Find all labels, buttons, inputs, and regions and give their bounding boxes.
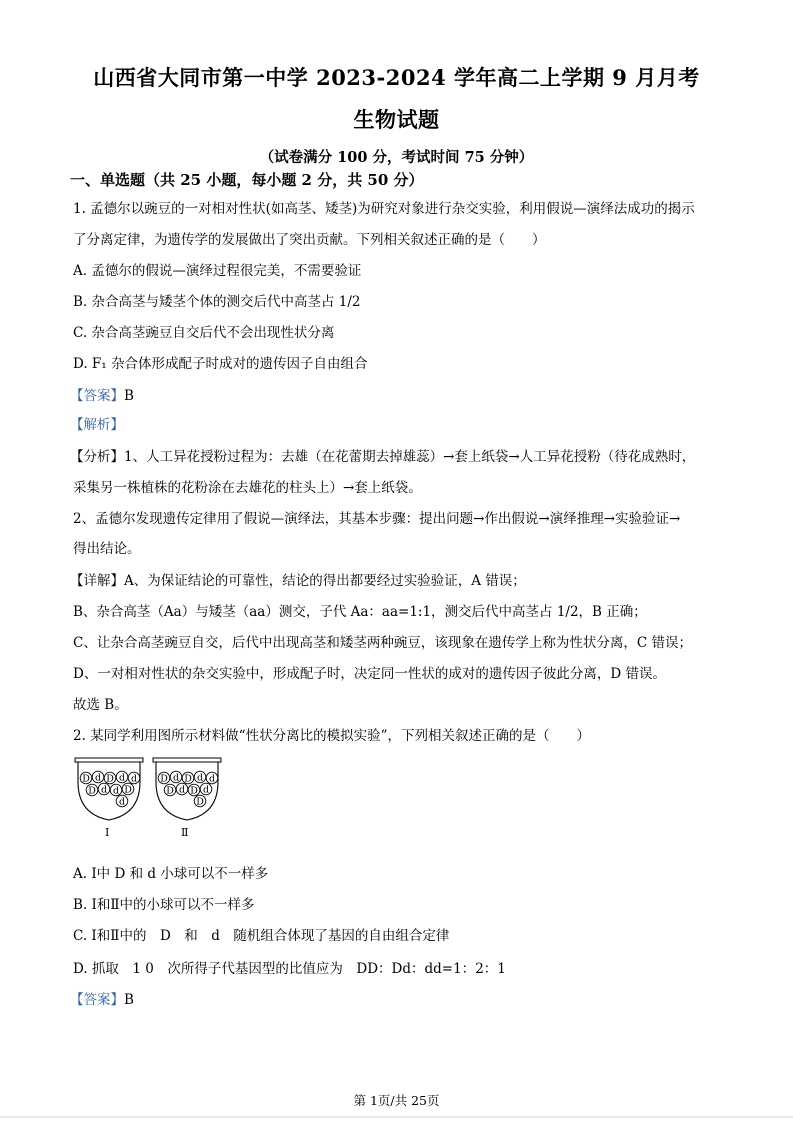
bucket-2-ball-label: d <box>178 784 186 796</box>
q1-option-d: D. F₁ 杂合体形成配子时成对的遗传因子自由组合 <box>73 356 368 372</box>
q2-answer <box>70 991 134 1009</box>
bucket-1-ball-label: D <box>124 784 132 796</box>
bucket-1-ball-label: d <box>94 772 102 784</box>
answer-value: B <box>124 992 134 1008</box>
q1-fenxi-line1 <box>70 448 695 466</box>
exam-title: 山西省大同市第一中学 2023-2024 学年高二上学期 9 月月考 <box>93 65 700 90</box>
bucket-1-ball-label: D <box>82 773 90 785</box>
bucket-1-ball-label: d <box>118 796 126 808</box>
bucket-2-ball-label: D <box>190 785 198 797</box>
page-number: 第 1页/共 25页 <box>353 1093 440 1108</box>
q1-detail-a <box>70 572 526 590</box>
q1-stem-line2: 了分离定律，为遗传学的发展做出了突出贡献。下列相关叙述正确的是（ ） <box>73 232 546 248</box>
bucket-2-rim <box>153 758 221 762</box>
q1-analysis-tag: 【解析】 <box>70 417 124 433</box>
q1-detail-d: D、一对相对性状的杂交实验中，形成配子时，决定同一性状的成对的遗传因子彼此分离，D 错误。 <box>73 666 666 682</box>
q1-fenxi-line2: 采集另一株植株的花粉涂在去雄花的柱头上）→套上纸袋。 <box>73 480 422 496</box>
bucket-2-ball-label: D <box>166 785 174 797</box>
q1-option-c: C. 杂合高茎豌豆自交后代不会出现性状分离 <box>73 325 335 341</box>
q1-stem-line1: 1. 孟德尔以豌豆的一对相对性状(如高茎、矮茎)为研究对象进行杂交实验，利用假说—演绎法成功的揭示 <box>73 201 695 217</box>
bucket-2-ball-label: D <box>184 773 192 785</box>
q1-answer <box>70 387 134 405</box>
q1-detail-c: C、让杂合高茎豌豆自交，后代中出现高茎和矮茎两种豌豆，该现象在遗传学上称为性状分离，C 错误； <box>73 635 692 651</box>
subject-title: 生物试题 <box>353 107 440 132</box>
bucket-2-ball-label: D <box>160 773 168 785</box>
q2-option-a: A. Ⅰ中 D 和 d 小球可以不一样多 <box>73 866 269 882</box>
q1-option-a: A. 孟德尔的假说—演绎过程很完美，不需要验证 <box>73 263 362 279</box>
q1-fenxi-line3: 2、孟德尔发现遗传定律用了假说—演绎法，其基本步骤：提出问题→作出假说→演绎推理→实验验证→ <box>73 511 681 527</box>
bucket-1-rim <box>75 758 143 762</box>
detail-tag: 【详解】 <box>70 573 124 589</box>
answer-value: B <box>124 388 134 404</box>
bucket-2-ball-label: D <box>196 796 204 808</box>
section-heading: 一、单选题（共 25 小题，每小题 2 分，共 50 分） <box>70 171 424 189</box>
bucket-1-label: Ⅰ <box>105 826 110 839</box>
q2-option-c: C. Ⅰ和Ⅱ中的 D 和 d 随机组合体现了基因的自由组合定律 <box>73 928 450 944</box>
q2-option-b: B. Ⅰ和Ⅱ中的小球可以不一样多 <box>73 897 255 913</box>
bucket-2-ball-label: d <box>196 772 204 784</box>
bucket-1-ball-label: D <box>88 785 96 797</box>
bucket-1-ball-label: d <box>100 784 108 796</box>
bucket-2-ball-label: d <box>172 772 180 784</box>
bucket-figure <box>73 756 233 841</box>
bucket-1 <box>75 758 143 839</box>
bucket-1-ball-label: D <box>106 773 114 785</box>
q1-fenxi-line4: 得出结论。 <box>73 541 141 557</box>
fenxi-tag: 【分析】 <box>70 449 124 465</box>
bucket-2-ball-label: d <box>202 784 210 796</box>
footer-rule <box>0 1116 793 1118</box>
answer-tag: 【答案】 <box>70 992 124 1008</box>
bucket-1-ball-label: d <box>112 785 120 797</box>
q1-option-b: B. 杂合高茎与矮茎个体的测交后代中高茎占 1/2 <box>73 294 361 310</box>
bucket-1-ball-label: d <box>130 773 138 785</box>
detail-a-text: A、为保证结论的可靠性，结论的得出都要经过实验验证，A 错误； <box>124 573 526 589</box>
q2-stem: 2. 某同学利用图所示材料做“性状分离比的模拟实验”，下列相关叙述正确的是（ ） <box>73 728 590 744</box>
q1-detail-b: B、杂合高茎（Aa）与矮茎（aa）测交，子代 Aa：aa=1:1，测交后代中高茎占 1/2，B 正确； <box>73 604 647 620</box>
exam-info: （试卷满分 100 分，考试时间 75 分钟） <box>259 149 534 166</box>
bucket-2 <box>153 758 221 839</box>
bucket-2-ball-label: d <box>208 773 216 785</box>
q2-option-d: D. 抓取 1 0 次所得子代基因型的比值应为 DD：Dd：dd=1：2：1 <box>73 961 506 977</box>
answer-tag: 【答案】 <box>70 388 124 404</box>
fenxi-text: 1、人工异花授粉过程为：去雄（在花蕾期去掉雄蕊）→套上纸袋→人工异花授粉（待花成熟时， <box>124 449 696 465</box>
bucket-1-ball-label: d <box>118 772 126 784</box>
bucket-2-label: Ⅱ <box>181 826 189 839</box>
q1-conclusion: 故选 B。 <box>73 697 128 713</box>
